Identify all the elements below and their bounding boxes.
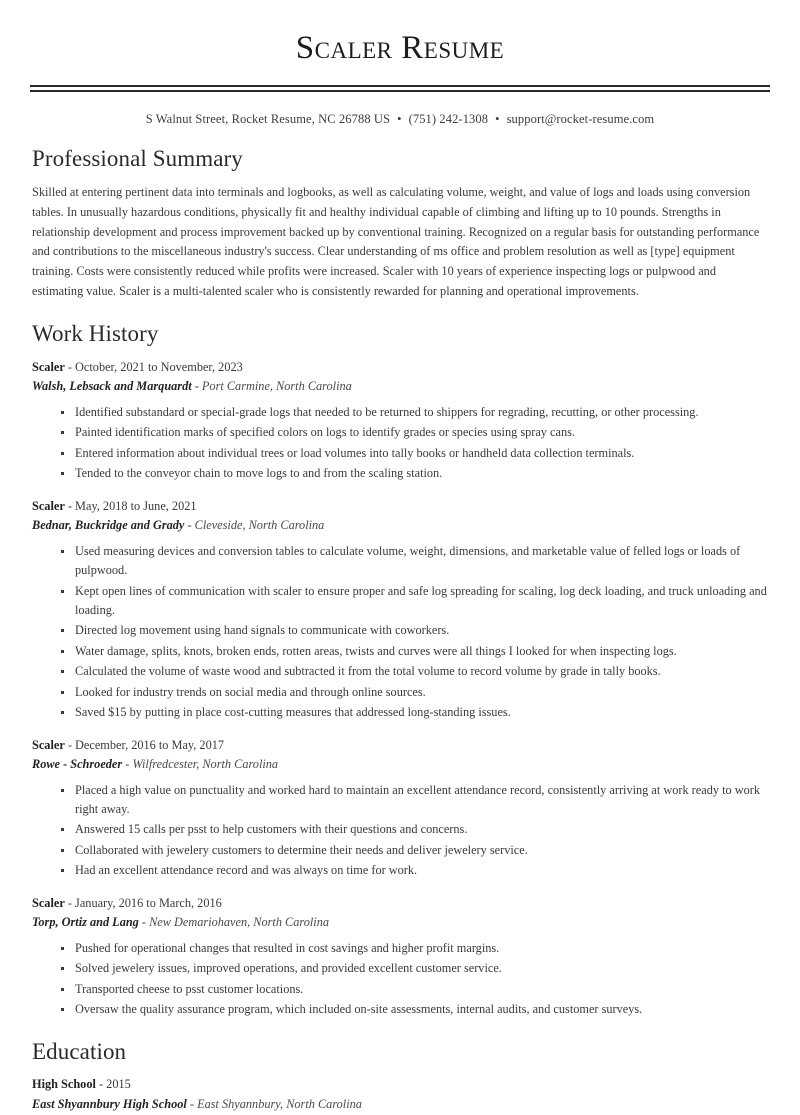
job-responsibility-item: Had an excellent attendance record and was always on time for work.	[60, 861, 770, 880]
job-dates: October, 2021 to November, 2023	[75, 359, 243, 374]
work-history-entry	[30, 358, 770, 484]
job-title-line	[32, 894, 770, 913]
education-school-dash: -	[189, 1097, 194, 1112]
section-professional-summary	[30, 145, 770, 302]
job-responsibility-list	[30, 403, 770, 484]
job-responsibility-item: Solved jewelery issues, improved operations, and provided excellent customer service.	[60, 959, 770, 978]
job-title: Scaler	[32, 737, 65, 752]
section-heading-work-history: Work History	[32, 321, 159, 347]
job-company-line	[32, 755, 770, 774]
job-responsibility-item: Placed a high value on punctuality and worked hard to maintain an excellent attendance record, consistently arriving at work ready to work right away.	[60, 781, 770, 820]
job-responsibility-item: Saved $15 by putting in place cost-cutting measures that addressed long-standing issues.	[60, 703, 770, 722]
job-responsibility-item: Pushed for operational changes that resulted in cost savings and higher profit margins.	[60, 939, 770, 958]
job-title-line	[32, 497, 770, 516]
contact-line	[30, 112, 770, 127]
job-responsibility-list	[30, 781, 770, 881]
contact-address: S Walnut Street, Rocket Resume, NC 26788 US	[145, 111, 391, 126]
job-responsibility-item: Transported cheese to psst customer locations.	[60, 980, 770, 999]
job-title: Scaler	[32, 895, 65, 910]
job-company-dash: -	[141, 914, 147, 929]
job-location: Cleveside, North Carolina	[194, 517, 325, 532]
job-company: Torp, Ortiz and Lang	[32, 914, 139, 929]
contact-separator-2: •	[495, 111, 500, 126]
job-title-dash: -	[67, 359, 72, 374]
job-title-line	[32, 358, 770, 377]
job-responsibility-list	[30, 542, 770, 723]
section-heading-education: Education	[32, 1038, 127, 1064]
job-company-line	[32, 913, 770, 932]
job-title: Scaler	[32, 359, 65, 374]
job-location: Port Carmine, North Carolina	[201, 378, 352, 393]
job-responsibility-item: Oversaw the quality assurance program, which included on-site assessments, internal audits, and customer surveys.	[60, 1000, 770, 1019]
contact-email: support@rocket-resume.com	[506, 111, 655, 126]
job-company-dash: -	[125, 756, 130, 771]
education-location: East Shyannbury, North Carolina	[197, 1097, 362, 1112]
education-school-line	[32, 1095, 770, 1115]
summary-text: Skilled at entering pertinent data into terminals and logbooks, as well as calculating volume, weight, and value of logs and loads using conversion tables. In unusually hazardous conditions, physically fit and healthy individual capable of climbing and lifting up to 10 pounds. Strengths in relationship development and process improvement backed up by conventional training. Recognized on a regular basis for outstanding performance and contributions to the miscellaneous industry's success. Clear understanding of ms office and problem resolution as well as [type] equipment training. Costs were consistently reduced while profits were increased. Scaler with 10 years of experience inspecting logs or pulpwood and estimating value. Scaler is a multi-talented scaler who is consistently rewarded for planning and operational improvements.	[32, 184, 760, 299]
header-divider	[30, 85, 770, 92]
job-title: Scaler	[32, 498, 65, 513]
job-company: Walsh, Lebsack and Marquardt	[32, 378, 192, 393]
job-location: New Demariohaven, North Carolina	[149, 914, 330, 929]
job-responsibility-item: Directed log movement using hand signals to communicate with coworkers.	[60, 621, 770, 640]
contact-separator-1: •	[397, 111, 402, 126]
job-responsibility-item: Identified substandard or special-grade logs that needed to be returned to shippers for regrading, recutting, or other processing.	[60, 403, 770, 422]
job-location: Wilfredcester, North Carolina	[132, 756, 279, 771]
education-list	[30, 1075, 770, 1115]
divider-rule-bottom	[30, 90, 770, 92]
section-education	[30, 1038, 770, 1115]
education-school: East Shyannbury High School	[32, 1097, 187, 1112]
job-company: Rowe - Schroeder	[32, 756, 123, 771]
job-dates: December, 2016 to May, 2017	[75, 737, 225, 752]
page-title: Scaler Resume	[295, 30, 505, 66]
job-responsibility-item: Used measuring devices and conversion tables to calculate volume, weight, dimensions, and marketable value of felled logs or loads of pulpwood.	[60, 542, 770, 581]
job-responsibility-item: Water damage, splits, knots, broken ends, rotten areas, twists and curves were all things I looked for when inspecting logs.	[60, 642, 770, 661]
work-history-entry	[30, 497, 770, 723]
job-responsibility-item: Kept open lines of communication with scaler to ensure proper and safe log spreading for scaling, log deck loading, and truck unloading and loading.	[60, 582, 770, 621]
education-entry	[30, 1075, 770, 1115]
job-responsibility-item: Tended to the conveyor chain to move logs to and from the scaling station.	[60, 464, 770, 483]
education-degree-dash: -	[98, 1077, 104, 1092]
job-company-line	[32, 516, 770, 535]
job-responsibility-item: Looked for industry trends on social media and through online sources.	[60, 683, 770, 702]
section-heading-summary: Professional Summary	[32, 145, 243, 171]
job-responsibility-item: Entered information about individual trees or load volumes into tally books or handheld data collection terminals.	[60, 444, 770, 463]
job-company-dash: -	[194, 378, 199, 393]
job-responsibility-item: Painted identification marks of specified colors on logs to identify grades or species using spray cans.	[60, 423, 770, 442]
section-work-history	[30, 320, 770, 1019]
work-history-list	[30, 358, 770, 1020]
job-company-dash: -	[187, 517, 192, 532]
job-title-dash: -	[67, 895, 72, 910]
job-title-line	[32, 736, 770, 755]
job-title-dash: -	[67, 498, 72, 513]
job-responsibility-list	[30, 939, 770, 1020]
job-responsibility-item: Answered 15 calls per psst to help customers with their questions and concerns.	[60, 820, 770, 839]
job-company-line	[32, 377, 770, 396]
job-responsibility-item: Calculated the volume of waste wood and subtracted it from the total volume to record volume by grade in tally books.	[60, 662, 770, 681]
work-history-entry	[30, 736, 770, 881]
job-company: Bednar, Buckridge and Grady	[32, 517, 185, 532]
job-responsibility-item: Collaborated with jewelery customers to determine their needs and deliver jewelery service.	[60, 841, 770, 860]
job-title-dash: -	[67, 737, 72, 752]
job-dates: January, 2016 to March, 2016	[75, 895, 222, 910]
job-dates: May, 2018 to June, 2021	[75, 498, 197, 513]
education-year: 2015	[106, 1077, 131, 1092]
education-degree: High School	[32, 1077, 96, 1092]
education-degree-line	[32, 1075, 770, 1095]
work-history-entry	[30, 894, 770, 1020]
contact-phone: (751) 242-1308	[408, 111, 489, 126]
